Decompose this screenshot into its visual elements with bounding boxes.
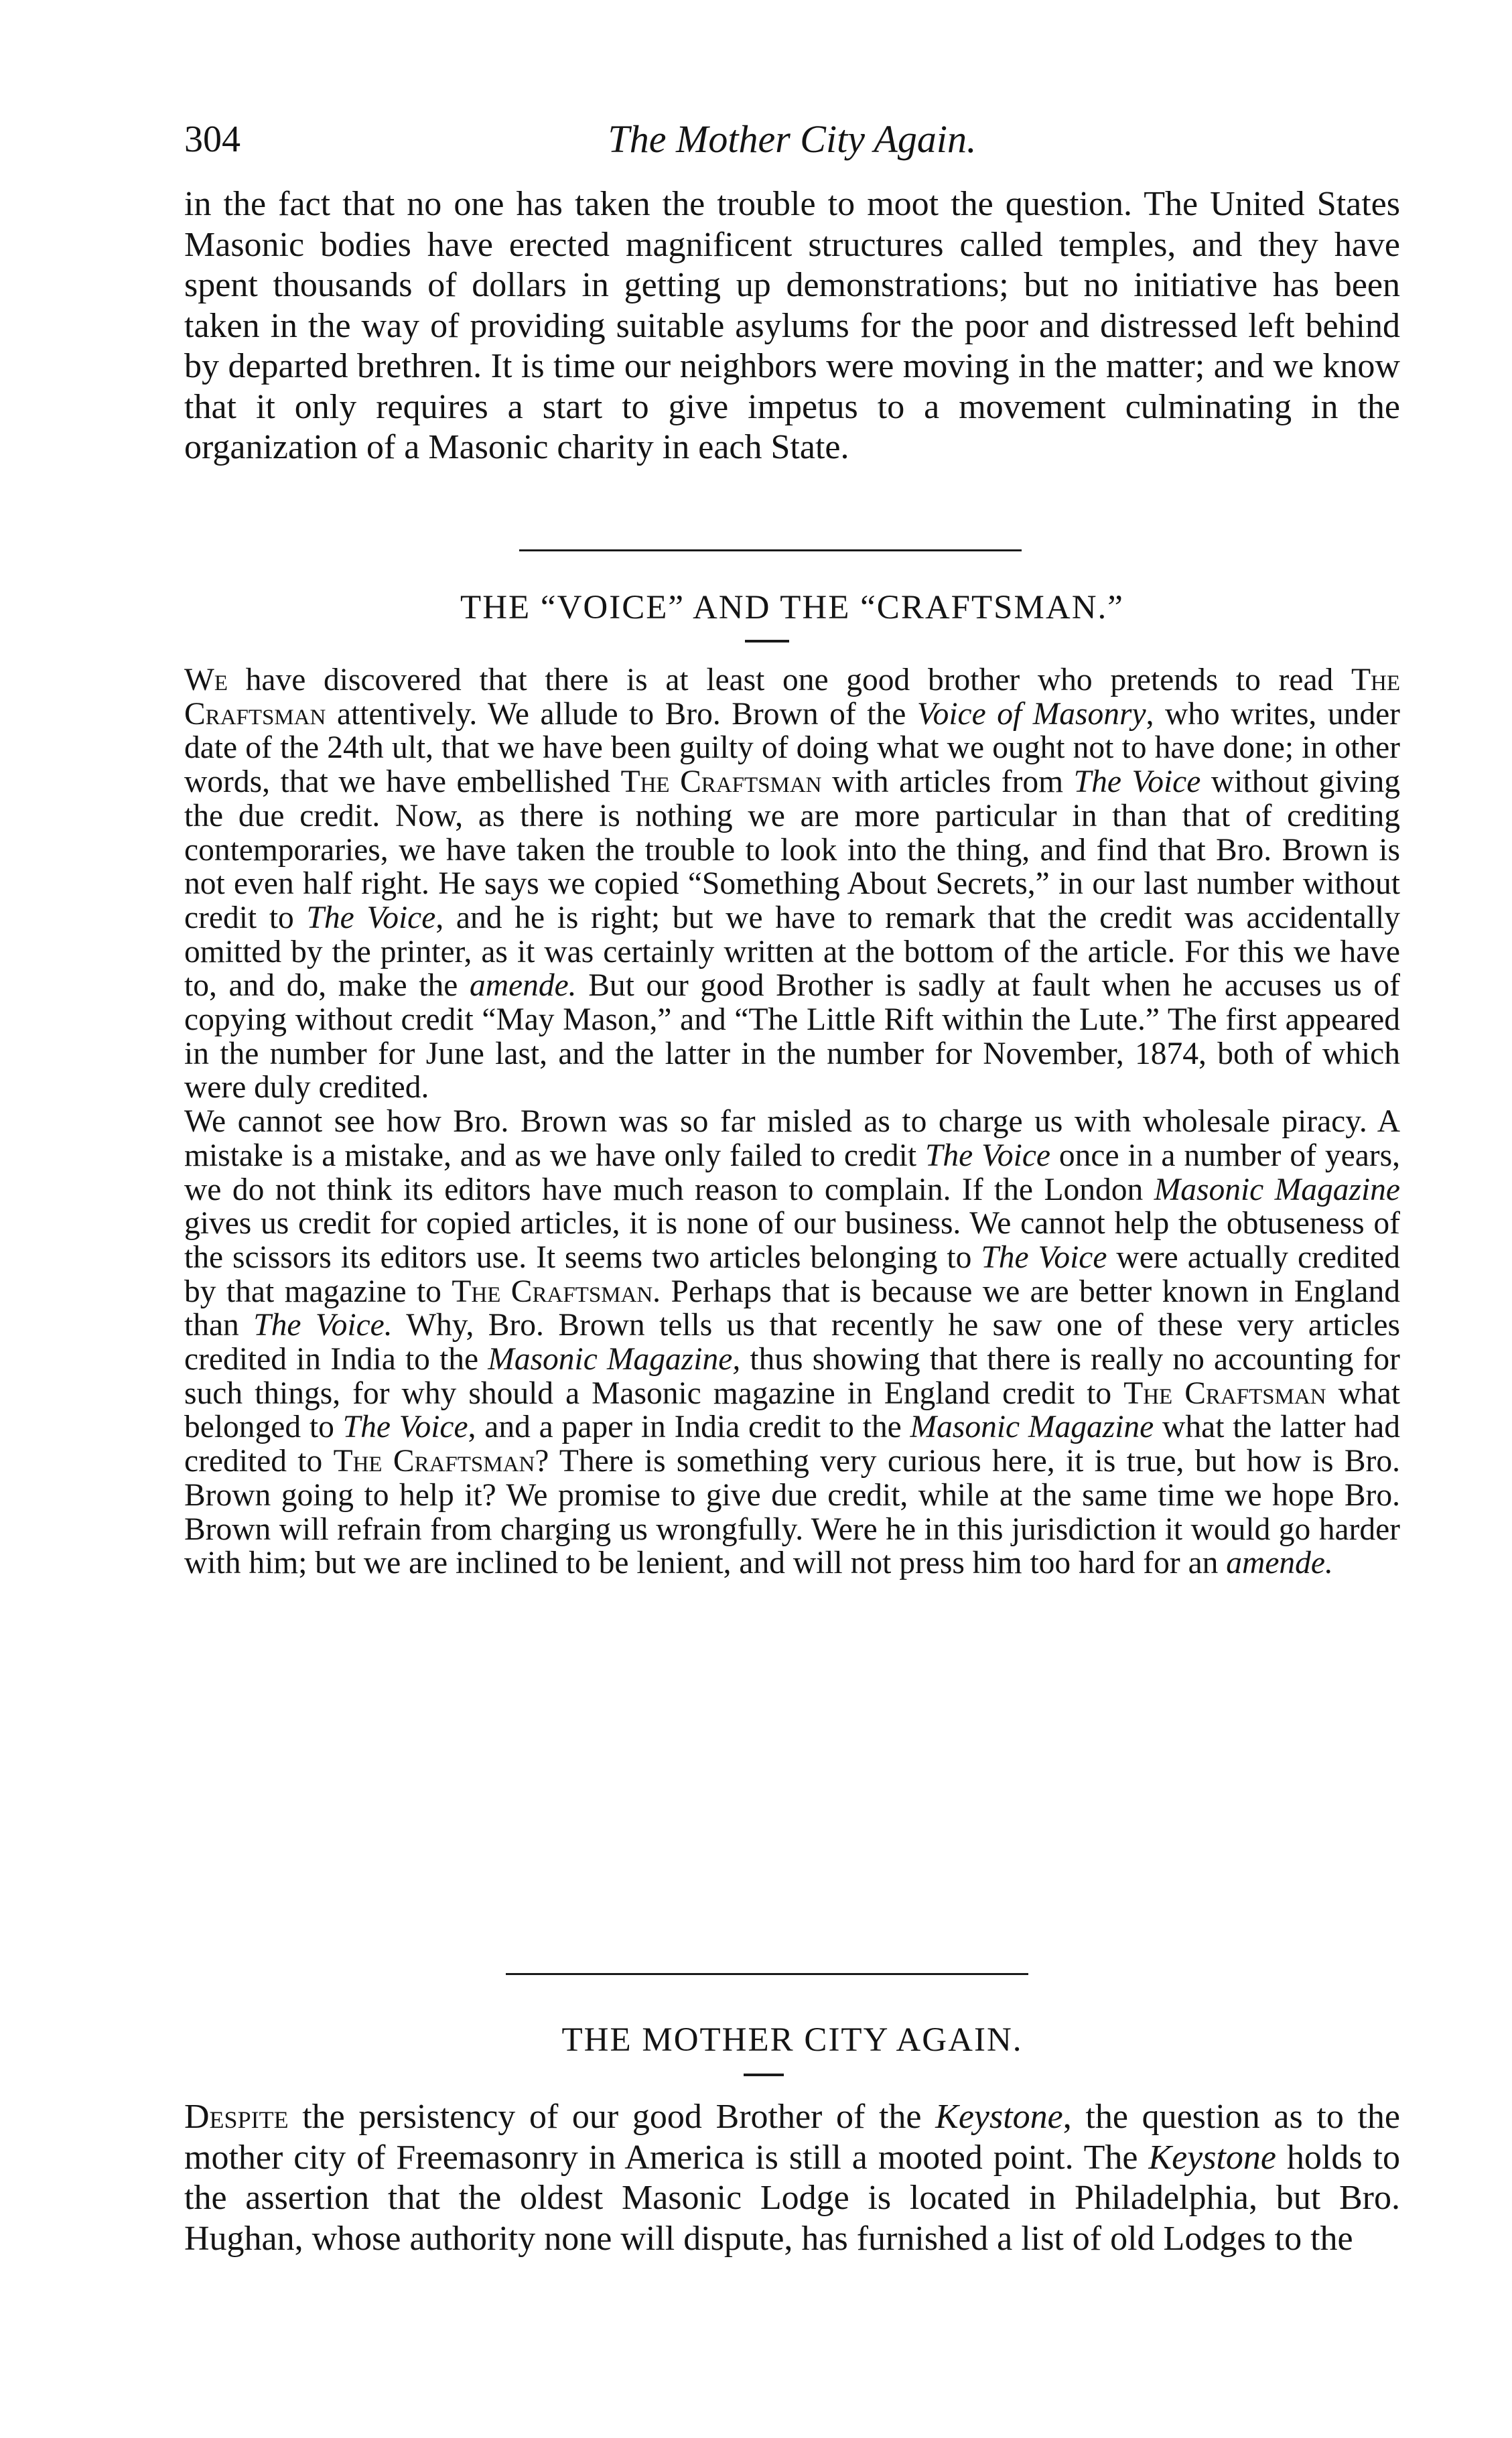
publication-name: The Craftsman. xyxy=(452,1274,661,1309)
text-run: But our good Brother is sadly at fault when he accuses us of copying without credit “May Mason,” and “The Little Rift within the Lute.” The first appeared in the number for June last, and the latter in the number for November, 1874, both of which were duly credited. xyxy=(184,968,1400,1105)
text-run: , who writes, under date of the 24th ult, that we have been guilty of doing what we ought not to have done; in other words, that we have embellished xyxy=(184,696,1400,800)
publication-name: The Craftsman? xyxy=(333,1444,549,1479)
publication-name: The Voice xyxy=(342,1410,468,1445)
publication-name: The Craftsman xyxy=(1123,1375,1326,1411)
article2-paragraph-1 xyxy=(184,2097,1400,2259)
publication-name: The Voice xyxy=(981,1239,1107,1275)
publication-name: Voice of Masonry xyxy=(916,696,1146,732)
running-title: The Mother City Again. xyxy=(608,117,977,161)
intro-paragraph: in the fact that no one has taken the trouble to moot the question. The United States Masonic bodies have erected magnificent structures called temples, and they have spent thousands of dollars in getting up demonstrations; but no initiative has been taken in the way of providing suitable asylums for the poor and distressed left behind by departed brethren. It is time our neighbors were moving in the matter; and we know that it only requires a start to give impetus to a movement culminating in the organization of a Masonic charity in each State. xyxy=(184,185,1400,466)
publication-name: Masonic Magazine xyxy=(910,1410,1154,1445)
article2-body xyxy=(184,2097,1400,2259)
article1-paragraph-1 xyxy=(184,663,1400,1105)
section-divider-rule xyxy=(506,1973,1028,1975)
emphasis: amende. xyxy=(1226,1546,1333,1581)
text-run: what the latter had credited to xyxy=(184,1410,1400,1479)
text-run: holds to the assertion that the oldest Masonic Lodge is located in Philadelphia, but Bro. Hughan, whose authority none will dispute, has furnished a list of old Lodges to the xyxy=(184,2138,1400,2258)
publication-name: Keystone xyxy=(935,2098,1063,2136)
text-run: attentively. We allude to Bro. Brown of the xyxy=(326,696,917,732)
article2-heading: THE MOTHER CITY AGAIN. xyxy=(561,2021,1023,2059)
text-run: were actually credited by that magazine to xyxy=(184,1239,1400,1309)
text-run: once in a number of years, we do not think its editors have much reason to complain. If the London xyxy=(184,1138,1400,1207)
text-run: without giving the due credit. Now, as there is nothing we are more particular in than that of crediting contemporaries, we have taken the trouble to look into the thing, and find that Bro. Brown is not even half right. He says we copied “Something About Secrets,” in our last number without credit to xyxy=(184,764,1400,935)
publication-name: Masonic Magazine xyxy=(1154,1172,1400,1207)
article1-heading: THE “VOICE” AND THE “CRAFTSMAN.” xyxy=(460,589,1124,626)
text-run: Why, Bro. Brown tells us that recently he saw one of these very articles credited in India to the xyxy=(184,1308,1400,1377)
publication-name: The Craftsman xyxy=(620,764,822,800)
publication-name: The Voice xyxy=(1073,764,1201,800)
text-run: , the question as to the mother city of Freemasonry in America is still a mooted point. The xyxy=(184,2098,1400,2177)
text-run: the persistency of our good Brother of the xyxy=(288,2098,936,2136)
text-run: with articles from xyxy=(821,764,1074,800)
text-run: Perhaps that is because we are better known in England than xyxy=(184,1274,1400,1343)
dropcap-word: Despite xyxy=(184,2098,289,2136)
publication-name: The Craftsman xyxy=(184,663,1400,732)
article1-paragraph-2 xyxy=(184,1105,1400,1580)
emphasis: amende. xyxy=(469,968,577,1004)
text-run: , and a paper in India credit to the xyxy=(468,1410,910,1445)
text-run: what belonged to xyxy=(184,1375,1400,1445)
page-number: 304 xyxy=(184,119,240,160)
running-head xyxy=(184,113,1400,166)
publication-name: The Voice xyxy=(306,900,436,935)
publication-name: The Voice xyxy=(924,1138,1051,1173)
text-run: We cannot see how Bro. Brown was so far misled as to charge us with wholesale piracy. A mistake is a mistake, and as we have only failed to credit xyxy=(184,1104,1400,1173)
publication-name: Keystone xyxy=(1148,2138,1276,2177)
intro-text-block xyxy=(184,184,1400,468)
dropcap-word: We xyxy=(184,663,228,697)
text-run: have discovered that there is at least one good brother who pretends to read xyxy=(228,663,1351,697)
publication-name: Masonic Magazine, xyxy=(488,1342,741,1377)
section-divider-rule xyxy=(519,549,1022,551)
text-run: thus showing that there is really no accounting for such things, for why should a Masonic magazine in England credit to xyxy=(184,1342,1400,1411)
article1-body xyxy=(184,663,1400,1580)
heading-dash xyxy=(745,640,789,642)
text-run: There is something very curious here, it is true, but how is Bro. Brown going to help it? We promise to give due credit, while at the same time we hope Bro. Brown will refrain from charging us wrongfully. Were he in this jurisdiction it would go harder with him; but we are inclined to be lenient, and will not press him too hard for an xyxy=(184,1444,1400,1581)
text-run: gives us credit for copied articles, it is none of our business. We cannot help the obtuseness of the scissors its editors use. It seems two articles belonging to xyxy=(184,1206,1400,1275)
text-run: , and he is right; but we have to remark that the credit was accidentally omitted by the printer, as it was certainly written at the bottom of the article. For this we have to, and do, make the xyxy=(184,900,1400,1004)
publication-name: The Voice. xyxy=(253,1308,393,1343)
heading-dash xyxy=(744,2074,784,2076)
